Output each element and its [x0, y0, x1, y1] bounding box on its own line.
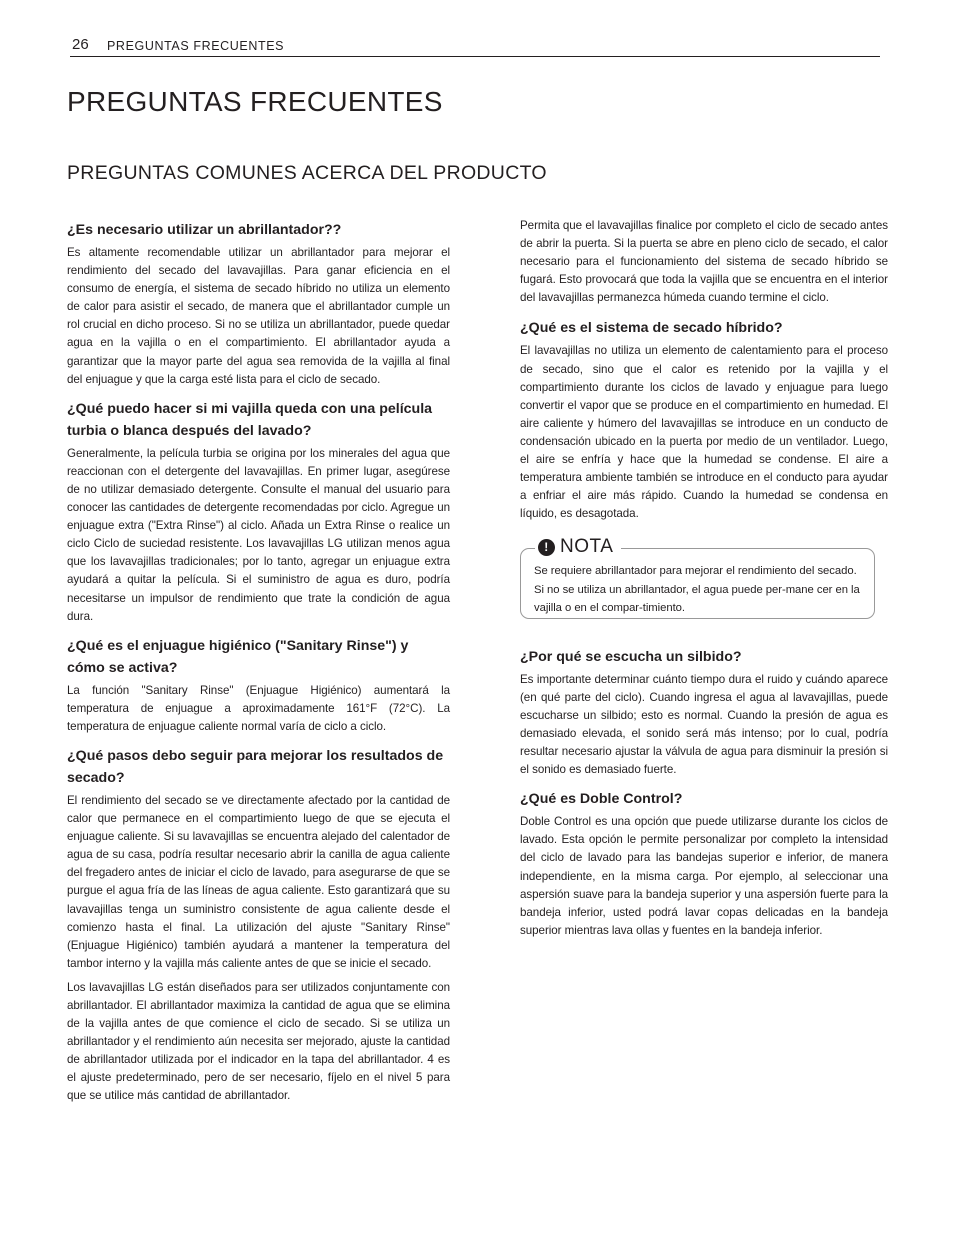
- faq-sanitary-rinse: [67, 635, 450, 736]
- note-title: NOTA: [560, 536, 614, 558]
- answer-paragraph: El lavavajillas no utiliza un elemento de calentamiento para el proceso de secado, sino que el calor es retenido por la vajilla y el compartimiento durante los ciclos de lavado y enjuague para luego convertir el vapor que se produce en el compartimiento en humedad. El aire caliente y húmero del lavavajillas se introduce en un conducto de condensación ubicado en la puerta por medio de un ventilador. Luego, el aire se enfría y hace que la humedad se condense. El aire a temperatura ambiente también se introduce en el conducto para ayudar a enfriar el aire más rápido. Cuando la humedad se condensa en líquido, es desagotada.: [520, 344, 888, 521]
- faq-rinse-aid: [67, 219, 450, 389]
- faq-whistle: [520, 646, 888, 780]
- faq-double-control: [520, 788, 888, 940]
- section-title: PREGUNTAS COMUNES ACERCA DEL PRODUCTO: [67, 162, 547, 184]
- question-heading: ¿Por qué se escucha un silbido?: [520, 648, 742, 665]
- note-box: [520, 536, 875, 618]
- question-heading: ¿Qué puedo hacer si mi vajilla queda con una película turbia o blanca después del lavado?: [67, 400, 433, 439]
- answer-paragraph: Es altamente recomendable utilizar un abrillantador para mejorar el rendimiento del secado del lavavajillas. Para ganar eficiencia en el consumo de energía, el sistema de secado híbrido no utiliza un elemento de calor para asistir el secado, de manera que el abrillantador cumple un rol crucial en dicho proceso. Si no se utiliza un abrillantador, puede quedar agua en la vajilla o en el compartimiento. El abrillantador ayuda a garantizar que la mayor parte del agua sea removida de la vajilla al final del enjuague y que la carga esté lista para el ciclo de secado.: [67, 246, 450, 386]
- answer-paragraph: Doble Control es una opción que puede utilizarse durante los ciclos de lavado. Esta opción le permite personalizar por completo la intensidad del ciclo de lavado para las bandejas superior e inferior, de manera independiente, en la misma carga. Por ejemplo, al seleccionar una aspersión suave para la bandeja superior y una aspersión fuerte para la bandeja inferior, usted podrá lavar copas delicadas en la bandeja superior mientras lava ollas y fuentes en la bandeja inferior.: [520, 815, 888, 937]
- question-heading: ¿Qué es el enjuague higiénico ("Sanitary Rinse") y cómo se activa?: [67, 637, 409, 676]
- running-title: PREGUNTAS FRECUENTES: [107, 39, 285, 53]
- left-column: [67, 219, 450, 1115]
- answer-paragraph: Los lavavajillas LG están diseñados para ser utilizados conjuntamente con abrillantador. El abrillantador maximiza la cantidad de agua que se elimina de la vajilla antes de que comience el ciclo de secado. Si se utiliza un abrillantador y el rendimiento aún necesita ser mejorado, ajuste la cantidad de abrillantador utilizada por el indicador en la tapa del abrillantador. 4 es el ajuste predeterminado, pero de ser necesario, fíjelo en el nivel 5 para que se utilice más cantidad de abrillantador.: [67, 980, 450, 1103]
- page-title: PREGUNTAS FRECUENTES: [67, 86, 443, 117]
- question-heading: ¿Es necesario utilizar un abrillantador??: [67, 222, 342, 238]
- note-text: Se requiere abrillantador para mejorar el rendimiento del secado. Si no se utiliza un abrillantador, el agua puede per-mane cer en la vajilla o en el compar-timiento.: [534, 565, 860, 614]
- faq-hybrid-drying: [520, 317, 888, 523]
- page-number: 26: [72, 36, 89, 53]
- exclamation-icon: !: [538, 539, 555, 556]
- note-label: [535, 536, 621, 558]
- question-heading: ¿Qué es el sistema de secado híbrido?: [520, 320, 783, 337]
- question-heading: ¿Qué es Doble Control?: [520, 791, 683, 808]
- question-heading: ¿Qué pasos debo seguir para mejorar los resultados de secado?: [67, 747, 444, 786]
- answer-paragraph: La función "Sanitary Rinse" (Enjuague Higiénico) aumentará la temperatura de enjuague a aproximadamente 161°F (72°C). La temperatura de enjuague caliente normal varía de ciclo a ciclo.: [67, 683, 450, 733]
- faq-drying-results: [67, 745, 450, 1106]
- answer-paragraph: Es importante determinar cuánto tiempo dura el ruido y cuándo aparece (en qué parte del ciclo). Cuando ingresa el agua al lavavajillas, puede escucharse un silbido; esto es normal. Cuando la presión de agua es demasiado elevada, el sonido será más intenso; por lo cual, podría resultar necesario ajustar la válvula de agua para disminuir la presión si el sonido es demasiado fuerte.: [520, 672, 888, 777]
- page-header: [70, 36, 880, 57]
- answer-paragraph: El rendimiento del secado se ve directamente afectado por la cantidad de calor que permanece en el compartimiento luego de que se ejecuta el enjuague caliente. Si su lavavajillas se encuentra alejado del calentador de agua de su casa, podría resultar necesario abrir la canilla de agua caliente del fregadero antes de iniciar el ciclo de lavado, para asegurarse de que se purgue el agua fría de las líneas de agua caliente. Esto garantizará que su lavavajillas tenga un suministro consistente de agua caliente desde el comienzo hasta el final. La utilización del ajuste "Sanitary Rinse" (Enjuague Higiénico) también ayudará a mantener la temperatura del tambor interno y la vajilla más caliente antes de que se inicie el secado.: [67, 793, 450, 970]
- answer-paragraph: Generalmente, la película turbia se origina por los minerales del agua que reaccionan con el detergente del lavavajillas. En primer lugar, asegúrese de no utilizar demasiado detergente. Consulte el manual del usuario para conocer las cantidades de detergente recomendadas por ciclo. Agregue un enjuague extra ("Extra Rinse") al ciclo. Añada un Extra Rinse o realice un ciclo Ciclo de suciedad resistente. Los lavavajillas LG utilizan menos agua que los lavavajillas tradicionales; por lo tanto, agregar un enjuague extra ayudará a quitar la película. Si el suministro de agua es duro, podría necesitarse un impulsor de rendimiento que trate la condición de agua dura.: [67, 446, 450, 623]
- right-column: [520, 217, 888, 949]
- intro-paragraph: Permita que el lavavajillas finalice por completo el ciclo de secado antes de abrir la puerta. Si la puerta se abre en pleno ciclo de secado, el calor necesario para el funcionamiento del sistema de secado híbrido se fugará. Esto provocará que toda la vajilla que se encuentra en el interior del lavavajillas permanezca húmeda cuando termine el ciclo.: [520, 219, 888, 305]
- faq-cloudy-film: [67, 398, 450, 626]
